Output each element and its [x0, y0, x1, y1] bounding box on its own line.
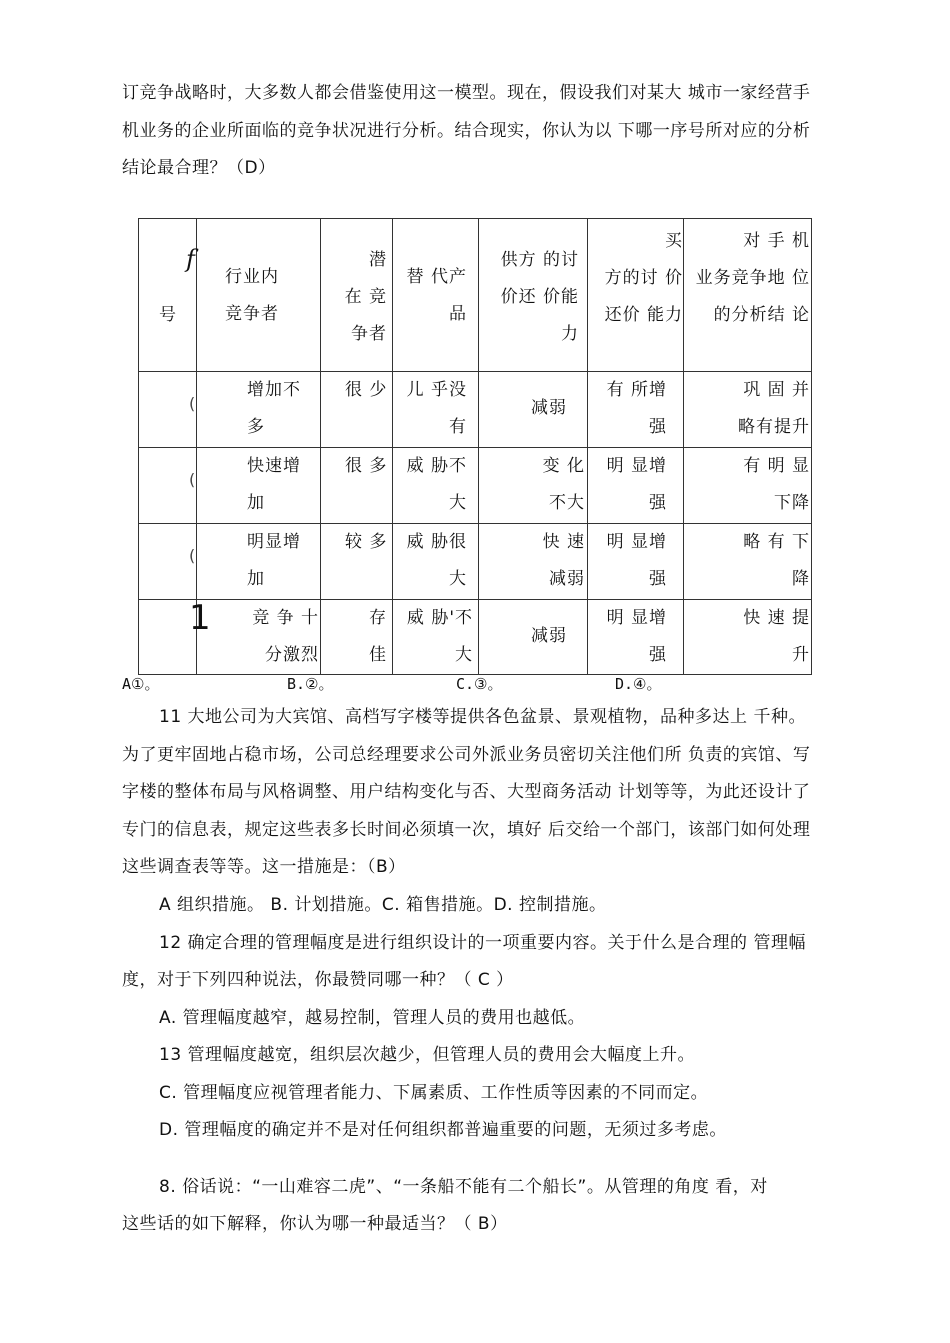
intro-line-1: 订竞争战略时，大多数人都会借鉴使用这一模型。现在，假设我们对某大 城市一家经营手 — [122, 83, 811, 103]
row-marker: ( — [189, 546, 196, 565]
row1-conclusion: 巩 固 并 略有提升 — [738, 380, 810, 437]
option-c: C.③。 — [456, 675, 503, 693]
row4-substitutes: 威 胁'不 大 — [406, 608, 473, 665]
q12-line-1: 12 确定合理的管理幅度是进行组织设计的一项重要内容。关于什么是合理的 管理幅 — [159, 933, 806, 953]
row1-potential: 很 少 — [345, 380, 388, 400]
q11-options: A 组织措施。 B. 计划措施。C. 箱售措施。D. 控制措施。 — [159, 895, 607, 915]
q11-line-3: 字楼的整体布局与风格调整、用户结构变化与否、大型商务活动 计划等等，为此还设计了 — [122, 782, 811, 802]
q8-line-1: 8. 俗话说：“一山难容二虎”、“一条船不能有二个船长”。从管理的角度 看，对 — [159, 1177, 768, 1197]
header-buyer-power: 买 方的讨 价 还价 能力 — [604, 231, 683, 325]
row2-buyer: 明 显增 强 — [606, 456, 667, 513]
row4-supplier: 减弱 — [531, 626, 567, 646]
row2-industry: 快速增 加 — [247, 456, 301, 513]
row1-buyer: 有 所增 强 — [606, 380, 667, 437]
intro-line-3: 结论最合理？（D） — [122, 158, 276, 178]
option-d: D.④。 — [615, 675, 662, 693]
header-substitutes: 替 代产 品 — [406, 267, 467, 324]
header-number: 号 — [159, 305, 177, 325]
row-marker: ( — [189, 470, 196, 489]
row2-supplier: 变 化 不大 — [542, 456, 585, 513]
header-industry-competitors: 行业内 竞争者 — [225, 267, 279, 324]
row3-conclusion: 略 有 下 降 — [743, 532, 810, 589]
q11-line-5: 这些调查表等等。这一措施是：（B） — [122, 857, 406, 877]
q12-option-b: 13 管理幅度越宽，组织层次越少，但管理人员的费用会大幅度上升。 — [159, 1045, 696, 1065]
q12-line-2: 度，对于下列四种说法，你最赞同哪一种？（ C ） — [122, 970, 514, 990]
header-potential-competitors: 潜 在 竞 争者 — [344, 250, 387, 344]
row3-buyer: 明 显增 强 — [606, 532, 667, 589]
q12-option-d: D. 管理幅度的确定并不是对任何组织都普遍重要的问题，无须过多考虑。 — [159, 1120, 727, 1140]
q11-line-2: 为了更牢固地占稳市场，公司总经理要求公司外派业务员密切关注他们所 负责的宾馆、写 — [122, 745, 811, 765]
header-conclusion: 对 手 机 业务竞争地 位 的分析结 论 — [695, 231, 810, 325]
header-supplier-power: 供方 的讨 价还 价能 力 — [500, 250, 579, 344]
table-row-divider — [139, 523, 811, 524]
row3-supplier: 快 速 减弱 — [542, 532, 585, 589]
competition-analysis-table — [138, 218, 812, 675]
intro-line-2: 机业务的企业所面临的竞争状况进行分析。结合现实，你认为以 下哪一序号所对应的分析 — [122, 121, 811, 141]
row2-substitutes: 威 胁不 大 — [406, 456, 467, 513]
row2-potential: 很 多 — [345, 456, 388, 476]
row4-industry: 竞 争 十 分激烈 — [252, 608, 319, 665]
row1-substitutes: 儿 乎没 有 — [406, 380, 467, 437]
q11-line-1: 11 大地公司为大宾馆、高档写字楼等提供各色盆景、景观植物，品种多达上 千种。 — [159, 707, 806, 727]
row4-buyer: 明 显增 强 — [606, 608, 667, 665]
row4-potential: 存 佳 — [369, 608, 387, 665]
row-marker: ( — [189, 394, 196, 413]
table-row-divider — [139, 447, 811, 448]
q12-option-c: C. 管理幅度应视管理者能力、下属素质、工作性质等因素的不同而定。 — [159, 1083, 709, 1103]
row3-substitutes: 威 胁很 大 — [406, 532, 467, 589]
option-a: A①。 — [122, 675, 160, 693]
row-marker: 1 — [189, 598, 211, 638]
row1-industry: 增加不 多 — [247, 380, 301, 437]
row4-conclusion: 快 速 提 升 — [743, 608, 810, 665]
row1-supplier: 减弱 — [531, 398, 567, 418]
row3-potential: 较 多 — [345, 532, 388, 552]
row2-conclusion: 有 明 显 下降 — [743, 456, 810, 513]
row3-industry: 明显增 加 — [247, 532, 301, 589]
header-marker: f — [186, 245, 195, 273]
q12-option-a: A. 管理幅度越窄，越易控制，管理人员的费用也越低。 — [159, 1008, 586, 1028]
option-b: B.②。 — [287, 675, 334, 693]
q8-line-2: 这些话的如下解释，你认为哪一种最适当？（ B） — [122, 1214, 508, 1234]
q11-line-4: 专门的信息表，规定这些表多长时间必须填一次，填好 后交给一个部门，该部门如何处理 — [122, 820, 811, 840]
